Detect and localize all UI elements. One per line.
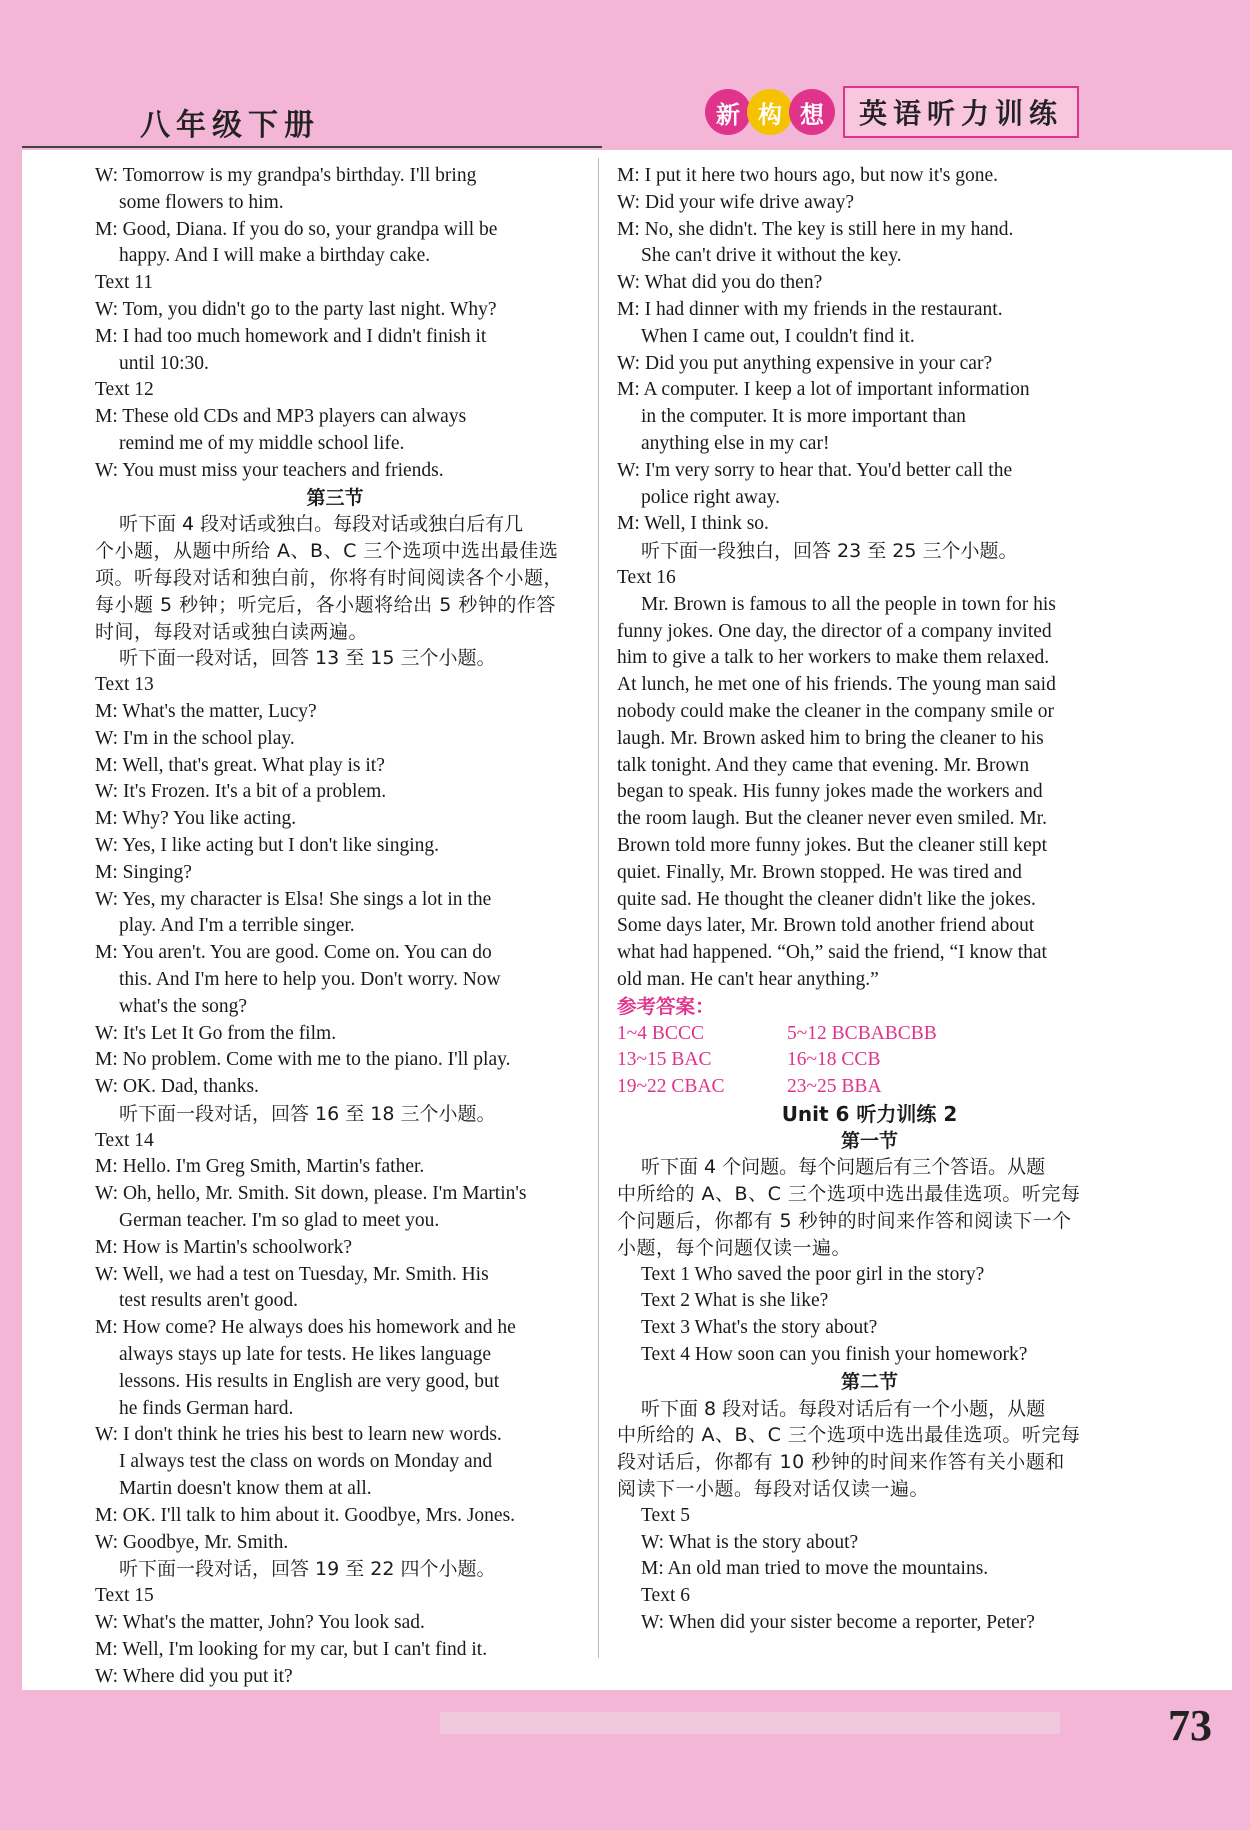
text-line: M: How come? He always does his homework and he bbox=[95, 1317, 516, 1339]
brand-char-3: 想 bbox=[789, 89, 835, 135]
brand-char-2: 构 bbox=[747, 89, 793, 135]
text-line: Text 6 bbox=[641, 1585, 690, 1607]
text-line: police right away. bbox=[641, 486, 780, 508]
text-line: Text 5 bbox=[641, 1504, 690, 1526]
text-line: W: I don't think he tries his best to learn new words. bbox=[95, 1424, 502, 1446]
text-line: W: Yes, I like acting but I don't like singing. bbox=[95, 834, 440, 856]
text-line: old man. He can't hear anything.” bbox=[617, 968, 879, 990]
text-line: Brown told more funny jokes. But the cleaner still kept bbox=[617, 834, 1047, 856]
text-line: the room laugh. But the cleaner never even smiled. Mr. bbox=[617, 808, 1047, 830]
answer-item: 23~25 BBA bbox=[787, 1076, 882, 1098]
text-line: W: Tomorrow is my grandpa's birthday. I'll bring bbox=[95, 165, 477, 186]
text-line: I always test the class on words on Monday and bbox=[119, 1451, 493, 1473]
text-line: 听下面 4 个问题。每个问题后有三个答语。从题 bbox=[641, 1156, 1046, 1179]
text-line: M: How is Martin's schoolwork? bbox=[95, 1236, 352, 1258]
text-line: 中所给的 A、B、C 三个选项中选出最佳选项。听完每 bbox=[617, 1183, 1081, 1206]
text-line: Some days later, Mr. Brown told another friend about bbox=[617, 915, 1035, 937]
text-line: he finds German hard. bbox=[119, 1397, 294, 1419]
answer-item: 16~18 CCB bbox=[787, 1049, 881, 1071]
text-line: W: I'm very sorry to hear that. You'd better call the bbox=[617, 459, 1013, 481]
text-line: M: Why? You like acting. bbox=[95, 808, 297, 830]
answer-item: 5~12 BCBABCBB bbox=[787, 1022, 937, 1044]
text-line: 听下面一段对话，回答 16 至 18 三个小题。 bbox=[119, 1102, 496, 1125]
text-line: Text 13 bbox=[95, 674, 154, 696]
text-line: 小题，每个问题仅读一遍。 bbox=[617, 1236, 852, 1259]
text-line: M: I put it here two hours ago, but now it's gone. bbox=[617, 165, 999, 186]
text-line: remind me of my middle school life. bbox=[119, 432, 405, 454]
text-line: this. And I'm here to help you. Don't worry. Now bbox=[119, 968, 501, 990]
text-line: W: When did your sister become a reporter, Peter? bbox=[641, 1612, 1035, 1634]
text-line: him to give a talk to her workers to make them relaxed. bbox=[617, 647, 1050, 669]
text-line: M: Well, that's great. What play is it? bbox=[95, 754, 385, 776]
text-line: anything else in my car! bbox=[641, 432, 830, 454]
text-line: 个小题，从题中所给 A、B、C 三个选项中选出最佳选 bbox=[95, 540, 559, 563]
text-line: 听下面 8 段对话。每段对话后有一个小题，从题 bbox=[641, 1397, 1046, 1420]
text-line: M: A computer. I keep a lot of important information bbox=[617, 379, 1030, 401]
text-line: talk tonight. And they came that evening. Mr. Brown bbox=[617, 754, 1030, 776]
text-line: Martin doesn't know them at all. bbox=[119, 1478, 372, 1500]
brand-logo bbox=[705, 86, 1079, 138]
text-line: W: It's Let It Go from the film. bbox=[95, 1022, 337, 1044]
text-line: 中所给的 A、B、C 三个选项中选出最佳选项。听完每 bbox=[617, 1424, 1081, 1447]
text-line: began to speak. His funny jokes made the workers and bbox=[617, 781, 1043, 803]
text-line: Text 15 bbox=[95, 1585, 154, 1607]
text-line: W: OK. Dad, thanks. bbox=[95, 1076, 259, 1098]
text-line: 听下面 4 段对话或独白。每段对话或独白后有几 bbox=[119, 513, 524, 536]
text-line: Mr. Brown is famous to all the people in town for his bbox=[641, 593, 1056, 615]
text-line: test results aren't good. bbox=[119, 1290, 298, 1312]
text-line: Text 14 bbox=[95, 1129, 154, 1151]
text-line: Text 2 What is she like? bbox=[641, 1290, 829, 1312]
text-line: When I came out, I couldn't find it. bbox=[641, 325, 915, 347]
text-line: 阅读下一小题。每段对话仅读一遍。 bbox=[617, 1478, 930, 1501]
section-heading: 第三节 bbox=[306, 486, 364, 509]
text-line: M: Well, I think so. bbox=[617, 513, 769, 535]
text-line: M: No, she didn't. The key is still here in my hand. bbox=[617, 218, 1014, 240]
text-line: Text 12 bbox=[95, 379, 154, 401]
text-line: 听下面一段对话，回答 13 至 15 三个小题。 bbox=[119, 647, 496, 670]
page-number: 73 bbox=[1168, 1701, 1212, 1750]
answer-item: 13~15 BAC bbox=[617, 1049, 712, 1071]
text-line: 项。听每段对话和独白前，你将有时间阅读各个小题， bbox=[95, 566, 564, 589]
text-line: M: You aren't. You are good. Come on. You can do bbox=[95, 942, 492, 964]
text-line: quite sad. He thought the cleaner didn't like the jokes. bbox=[617, 888, 1036, 910]
text-line: 听下面一段对话，回答 19 至 22 四个小题。 bbox=[119, 1558, 496, 1581]
answer-row bbox=[617, 1021, 1122, 1048]
text-line: W: Did you put anything expensive in your car? bbox=[617, 352, 993, 374]
text-line: Text 11 bbox=[95, 272, 154, 294]
text-line: lessons. His results in English are very good, but bbox=[119, 1370, 500, 1392]
text-line: 每小题 5 秒钟；听完后，各小题将给出 5 秒钟的作答 bbox=[95, 593, 556, 616]
text-line: W: What did you do then? bbox=[617, 272, 823, 294]
column-divider bbox=[598, 158, 599, 1658]
text-line: M: These old CDs and MP3 players can always bbox=[95, 406, 467, 428]
text-line: At lunch, he met one of his friends. The young man said bbox=[617, 674, 1056, 696]
text-line: M: OK. I'll talk to him about it. Goodbye, Mrs. Jones. bbox=[95, 1504, 516, 1526]
text-line: 个问题后，你都有 5 秒钟的时间来作答和阅读下一个 bbox=[617, 1210, 1072, 1233]
text-line: 时间，每段对话或独白读两遍。 bbox=[95, 620, 369, 643]
text-line: 听下面一段独白，回答 23 至 25 三个小题。 bbox=[641, 540, 1018, 563]
text-line: M: Hello. I'm Greg Smith, Martin's father. bbox=[95, 1156, 425, 1178]
answer-row bbox=[617, 1047, 1122, 1074]
text-line: Text 16 bbox=[617, 566, 676, 588]
answer-item: 1~4 BCCC bbox=[617, 1022, 704, 1044]
text-line: M: I had too much homework and I didn't finish it bbox=[95, 325, 487, 347]
text-line: funny jokes. One day, the director of a company invited bbox=[617, 620, 1052, 642]
text-line: until 10:30. bbox=[119, 352, 209, 374]
text-line: some flowers to him. bbox=[119, 191, 284, 213]
right-column bbox=[617, 163, 1122, 1637]
section-heading: 第二节 bbox=[840, 1370, 898, 1393]
text-line: 段对话后，你都有 10 秒钟的时间来作答有关小题和 bbox=[617, 1451, 1065, 1474]
text-line: W: Well, we had a test on Tuesday, Mr. Smith. His bbox=[95, 1263, 489, 1285]
text-line: happy. And I will make a birthday cake. bbox=[119, 245, 431, 267]
text-line: quiet. Finally, Mr. Brown stopped. He was tired and bbox=[617, 861, 1022, 883]
text-line: Text 4 How soon can you finish your homework? bbox=[641, 1344, 1028, 1366]
text-line: German teacher. I'm so glad to meet you. bbox=[119, 1210, 440, 1232]
text-line: M: Singing? bbox=[95, 861, 192, 883]
text-line: W: What is the story about? bbox=[641, 1531, 859, 1553]
text-line: nobody could make the cleaner in the company smile or bbox=[617, 700, 1054, 722]
text-line: W: It's Frozen. It's a bit of a problem. bbox=[95, 781, 387, 803]
text-line: W: Goodbye, Mr. Smith. bbox=[95, 1531, 289, 1553]
text-line: in the computer. It is more important than bbox=[641, 406, 966, 428]
text-line: She can't drive it without the key. bbox=[641, 245, 902, 267]
left-column bbox=[95, 163, 575, 1690]
text-line: always stays up late for tests. He likes language bbox=[119, 1344, 492, 1366]
section-heading: 第一节 bbox=[840, 1129, 898, 1152]
text-line: M: No problem. Come with me to the piano. I'll play. bbox=[95, 1049, 511, 1071]
answer-item: 19~22 CBAC bbox=[617, 1076, 725, 1098]
text-line: W: Oh, hello, Mr. Smith. Sit down, please. I'm Martin's bbox=[95, 1183, 527, 1205]
text-line: M: What's the matter, Lucy? bbox=[95, 700, 317, 722]
text-line: laugh. Mr. Brown asked him to bring the cleaner to his bbox=[617, 727, 1044, 749]
text-line: W: You must miss your teachers and friends. bbox=[95, 459, 444, 481]
header-rule bbox=[22, 146, 602, 148]
text-line: W: Where did you put it? bbox=[95, 1665, 293, 1687]
text-line: what had happened. “Oh,” said the friend, “I know that bbox=[617, 942, 1047, 964]
text-line: W: Yes, my character is Elsa! She sings a lot in the bbox=[95, 888, 492, 910]
text-line: W: What's the matter, John? You look sad. bbox=[95, 1612, 425, 1634]
text-line: play. And I'm a terrible singer. bbox=[119, 915, 355, 937]
text-line: M: Well, I'm looking for my car, but I can't find it. bbox=[95, 1638, 488, 1660]
brand-title: 英语听力训练 bbox=[843, 86, 1079, 138]
answer-row bbox=[617, 1074, 1122, 1101]
answer-heading: 参考答案： bbox=[617, 994, 715, 1018]
brand-char-1: 新 bbox=[705, 89, 751, 135]
text-line: W: Tom, you didn't go to the party last night. Why? bbox=[95, 298, 497, 320]
text-line: Text 3 What's the story about? bbox=[641, 1317, 878, 1339]
footer-bar bbox=[440, 1712, 1060, 1734]
text-line: M: An old man tried to move the mountains. bbox=[641, 1558, 989, 1580]
grade-title: 八年级下册 bbox=[140, 108, 320, 143]
text-line: Text 1 Who saved the poor girl in the story? bbox=[641, 1263, 985, 1285]
text-line: W: I'm in the school play. bbox=[95, 727, 295, 749]
text-line: M: Good, Diana. If you do so, your grandpa will be bbox=[95, 218, 498, 240]
text-line: M: I had dinner with my friends in the restaurant. bbox=[617, 298, 1003, 320]
unit-heading: Unit 6 听力训练 2 bbox=[781, 1101, 958, 1126]
text-line: W: Did your wife drive away? bbox=[617, 191, 854, 213]
text-line: what's the song? bbox=[119, 995, 248, 1017]
